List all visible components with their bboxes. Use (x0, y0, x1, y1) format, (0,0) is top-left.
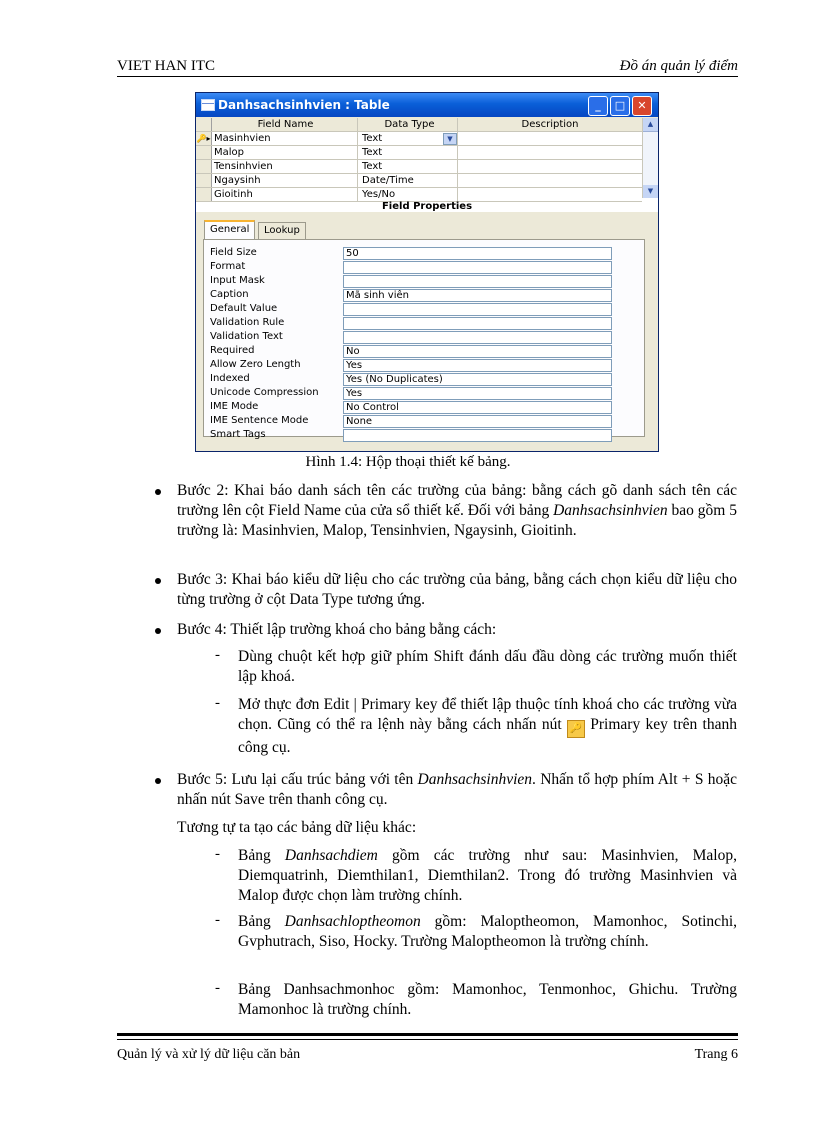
property-row: Caption Mã sinh viên (204, 288, 644, 302)
footer-rule-thick (117, 1033, 738, 1036)
properties-panel (203, 239, 645, 440)
step-4-item-2: Mở thực đơn Edit | Primary key để thiết lập thuộc tính khoá cho các trường vừa chọn. Cũng có thể ra lệnh này bằng cách nhấn nút 🔑 Primary key trên thanh công cụ. (238, 696, 737, 756)
property-row: Format (204, 260, 644, 274)
similar-tables-intro: Tương tự ta tạo các bảng dữ liệu khác: (177, 819, 417, 836)
col-field-name: Field Name (214, 118, 358, 131)
bullet-icon (155, 489, 161, 495)
close-icon[interactable]: ✕ (632, 96, 652, 116)
window-title: Danhsachsinhvien : Table (218, 98, 390, 112)
property-row: Validation Text (204, 330, 644, 344)
property-row: IME Mode No Control (204, 400, 644, 414)
property-row: IME Sentence Mode None (204, 414, 644, 428)
table-row[interactable]: Malop Text (196, 146, 642, 160)
footer-left: Quản lý và xử lý dữ liệu căn bản (117, 1047, 301, 1062)
table-item-danhsachmonhoc: Bảng Danhsachmonhoc gồm: Mamonhoc, Tenmonhoc, Ghichu. Trường Mamonhoc là trường chính. (238, 981, 737, 1018)
tab-lookup[interactable]: Lookup (258, 222, 306, 239)
scroll-up-icon[interactable]: ▲ (643, 118, 658, 132)
header-rule (117, 76, 738, 77)
step-2-paragraph: Bước 2: Khai báo danh sách tên các trường của bảng: bằng cách gõ danh sách tên các trường lên cột Field Name của cửa sổ thiết kế. Đối với bảng Danhsachsinhvien bao gồm 5 trường là: Masinhvien, Malop, Tensinhvien, Ngaysinh, Gioitinh. (177, 482, 738, 539)
bullet-icon (155, 628, 161, 634)
scroll-down-icon[interactable]: ▼ (643, 185, 658, 198)
step-4-item-1: Dùng chuột kết hợp giữ phím Shift đánh dấu đầu dòng các trường muốn thiết lập khoá. (238, 648, 737, 685)
step-3-paragraph: Bước 3: Khai báo kiểu dữ liệu cho các trường của bảng, bằng cách chọn kiểu dữ liệu cho từng trường ở cột Data Type tương ứng. (177, 571, 737, 608)
grid-scrollbar[interactable] (642, 118, 658, 198)
table-item-danhsachloptheomon: Bảng Danhsachloptheomon gồm: Maloptheomon, Mamonhoc, Sotinchi, Gvphutrach, Siso, Hocky. Trường Maloptheomon là trường chính. (238, 913, 737, 950)
property-value[interactable]: Yes (No Duplicates) (343, 373, 612, 386)
footer-rule-thin (117, 1039, 738, 1040)
field-grid (196, 118, 658, 212)
bullet-icon (155, 578, 161, 584)
property-row: Input Mask (204, 274, 644, 288)
window-titlebar (196, 93, 658, 117)
property-row: Default Value (204, 302, 644, 316)
table-row[interactable]: Gioitinh Yes/No (196, 188, 642, 202)
property-row: Indexed Yes (No Duplicates) (204, 372, 644, 386)
header-left: VIET HAN ITC (117, 58, 216, 74)
property-value[interactable]: Yes (343, 359, 612, 372)
primary-key-icon: 🔑▸ (196, 134, 211, 143)
chevron-down-icon[interactable]: ▼ (443, 133, 457, 145)
property-row: Required No (204, 344, 644, 358)
table-design-window (195, 92, 659, 452)
property-value[interactable]: Mã sinh viên (343, 289, 612, 302)
property-value[interactable]: None (343, 415, 612, 428)
table-row[interactable]: Tensinhvien Text (196, 160, 642, 174)
property-row: Field Size 50 (204, 246, 644, 260)
grid-header (196, 118, 642, 132)
header-right: Đồ án quản lý điểm (619, 58, 738, 74)
property-row: Smart Tags (204, 428, 644, 442)
field-properties-label: Field Properties (381, 201, 473, 212)
property-value[interactable]: Yes (343, 387, 612, 400)
property-value[interactable] (343, 331, 612, 344)
property-value[interactable]: No Control (343, 401, 612, 414)
table-item-danhsachdiem: Bảng Danhsachdiem gồm các trường như sau: Masinhvien, Malop, Diemquatrinh, Diemthilan1, Diemthilan2. Trong đó trường Masinhvien và Malop được chọn làm trường chính. (238, 847, 737, 904)
tab-general[interactable]: General (204, 220, 255, 241)
bullet-icon (155, 778, 161, 784)
page-number: Trang 6 (694, 1047, 738, 1062)
property-row: Allow Zero Length Yes (204, 358, 644, 372)
property-value[interactable] (343, 261, 612, 274)
step-4-paragraph: Bước 4: Thiết lập trường khoá cho bảng bằng cách: (177, 621, 497, 638)
minimize-icon[interactable]: _ (588, 96, 608, 116)
table-icon (201, 99, 215, 111)
maximize-icon[interactable]: □ (610, 96, 630, 116)
property-value[interactable]: 50 (343, 247, 612, 260)
step-5-paragraph: Bước 5: Lưu lại cấu trúc bảng với tên Danhsachsinhvien. Nhấn tổ hợp phím Alt + S hoặc nhấn nút Save trên thanh công cụ. (177, 771, 737, 808)
property-value[interactable]: No (343, 345, 612, 358)
primary-key-icon: 🔑 (567, 720, 585, 738)
col-data-type: Data Type (362, 118, 458, 131)
property-row: Unicode Compression Yes (204, 386, 644, 400)
figure-caption: Hình 1.4: Hộp thoại thiết kế bảng. (305, 454, 511, 470)
property-value[interactable] (343, 303, 612, 316)
table-row[interactable]: Ngaysinh Date/Time (196, 174, 642, 188)
property-row: Validation Rule (204, 316, 644, 330)
property-value[interactable] (343, 275, 612, 288)
property-value[interactable] (343, 317, 612, 330)
property-value[interactable] (343, 429, 612, 442)
col-description: Description (521, 119, 579, 130)
table-row[interactable]: 🔑▸ Masinhvien Text ▼ (196, 132, 642, 146)
page-header (117, 56, 738, 76)
